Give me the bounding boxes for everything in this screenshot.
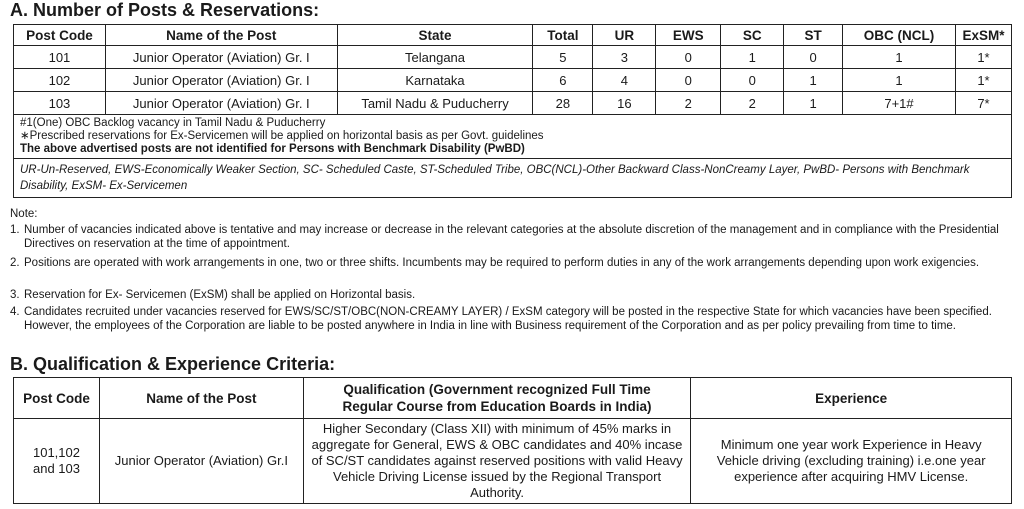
note-text: Reservation for Ex- Servicemen (ExSM) shall be applied on Horizontal basis. [24, 289, 416, 301]
cell: 3 [593, 46, 656, 69]
cell: 7* [955, 92, 1011, 115]
footnote-pwbd: The above advertised posts are not identified for Persons with Benchmark Disability (PwBD) [20, 143, 525, 155]
table-header-row [14, 378, 1012, 419]
cell: 1 [843, 69, 956, 92]
cell: 0 [656, 46, 721, 69]
table-row [14, 92, 1012, 115]
cell: 2 [721, 92, 784, 115]
cell: 4 [593, 69, 656, 92]
note-text: Positions are operated with work arrangements in one, two or three shifts. Incumbents may be required to perform duties in any of the work arrangements depending upon work exigencies. [24, 257, 980, 269]
table-header-row [14, 25, 1012, 46]
col-header: Qualification (Government recognized Full Time Regular Course from Education Boards in India) [303, 378, 691, 419]
table-row [14, 46, 1012, 69]
footnote-exsm: ∗Prescribed reservations for Ex-Servicemen will be applied on horizontal basis as per Govt. guidelines [20, 130, 544, 142]
cell: 28 [533, 92, 593, 115]
note-number: 4. [10, 306, 20, 318]
col-header: Experience [691, 378, 1012, 419]
col-header: Name of the Post [105, 25, 337, 46]
cell: Junior Operator (Aviation) Gr. I [105, 46, 337, 69]
cell: 102 [14, 69, 106, 92]
qualification-table [13, 377, 1012, 504]
cell: Junior Operator (Aviation) Gr. I [105, 92, 337, 115]
cell: Tamil Nadu & Puducherry [337, 92, 533, 115]
note-text: Number of vacancies indicated above is tentative and may increase or decrease in the relevant categories at the absolute discretion of the management and in compliance with the Presidential Directives on reservation at the time of appointment. [24, 224, 999, 250]
note-item [10, 289, 1015, 303]
note-title: Note: [10, 208, 38, 220]
note-item [10, 257, 1015, 271]
cell: 1 [784, 92, 843, 115]
cell: 103 [14, 92, 106, 115]
cell: 0 [721, 69, 784, 92]
cell: 101 [14, 46, 106, 69]
footnote-obc-backlog: #1(One) OBC Backlog vacancy in Tamil Nadu & Puducherry [20, 117, 326, 129]
col-header: EWS [656, 25, 721, 46]
note-item [10, 306, 1015, 333]
abbreviations-row [14, 159, 1012, 198]
col-header: Post Code [14, 25, 106, 46]
cell: Karnataka [337, 69, 533, 92]
col-header: Post Code [14, 378, 100, 419]
col-header: State [337, 25, 533, 46]
col-header: ExSM* [955, 25, 1011, 46]
col-header: Total [533, 25, 593, 46]
footnote-row [14, 115, 1012, 159]
cell: 1* [955, 46, 1011, 69]
cell: 1 [784, 69, 843, 92]
footnotes-cell [14, 115, 1012, 159]
section-b-heading: B. Qualification & Experience Criteria: [10, 354, 336, 374]
cell: Junior Operator (Aviation) Gr. I [105, 69, 337, 92]
table-row [14, 69, 1012, 92]
post-code-cell: 101,102 and 103 [14, 419, 100, 504]
cell: 5 [533, 46, 593, 69]
note-text: Candidates recruited under vacancies reserved for EWS/SC/ST/OBC(NON-CREAMY LAYER) / ExSM category will be posted in the respective State for which vacancies have been specified. However, the employees of the Corporation are liable to be posted anywhere in India in line with Business requirement of the Corporation and as per policy prevailing from time to time. [24, 306, 992, 332]
posts-reservations-table [13, 24, 1012, 198]
note-number: 2. [10, 257, 20, 269]
abbreviations-cell: UR-Un-Reserved, EWS-Economically Weaker Section, SC- Scheduled Caste, ST-Scheduled Tribe, OBC(NCL)-Other Backward Class-NonCreamy Layer, PwBD- Persons with Benchmark Disability, ExSM- Ex-Servicemen [14, 159, 1012, 198]
qualification-cell: Higher Secondary (Class XII) with minimum of 45% marks in aggregate for General, EWS & OBC candidates and 40% incase of SC/ST candidates against reserved positions with valid Heavy Vehicle Driving License issued by the Regional Transport Authority. [303, 419, 691, 504]
col-header: UR [593, 25, 656, 46]
col-header: SC [721, 25, 784, 46]
cell: 6 [533, 69, 593, 92]
cell: 2 [656, 92, 721, 115]
post-name-cell: Junior Operator (Aviation) Gr.I [99, 419, 303, 504]
col-header: OBC (NCL) [843, 25, 956, 46]
cell: Telangana [337, 46, 533, 69]
note-number: 3. [10, 289, 20, 301]
section-a-heading: A. Number of Posts & Reservations: [10, 0, 320, 20]
cell: 7+1# [843, 92, 956, 115]
col-header: Name of the Post [99, 378, 303, 419]
cell: 1* [955, 69, 1011, 92]
table-row [14, 419, 1012, 504]
cell: 0 [784, 46, 843, 69]
cell: 16 [593, 92, 656, 115]
col-header: ST [784, 25, 843, 46]
cell: 1 [843, 46, 956, 69]
cell: 1 [721, 46, 784, 69]
note-item [10, 224, 1015, 251]
note-number: 1. [10, 224, 20, 236]
experience-cell: Minimum one year work Experience in Heavy Vehicle driving (excluding training) i.e.one year experience after acquiring HMV License. [691, 419, 1012, 504]
cell: 0 [656, 69, 721, 92]
